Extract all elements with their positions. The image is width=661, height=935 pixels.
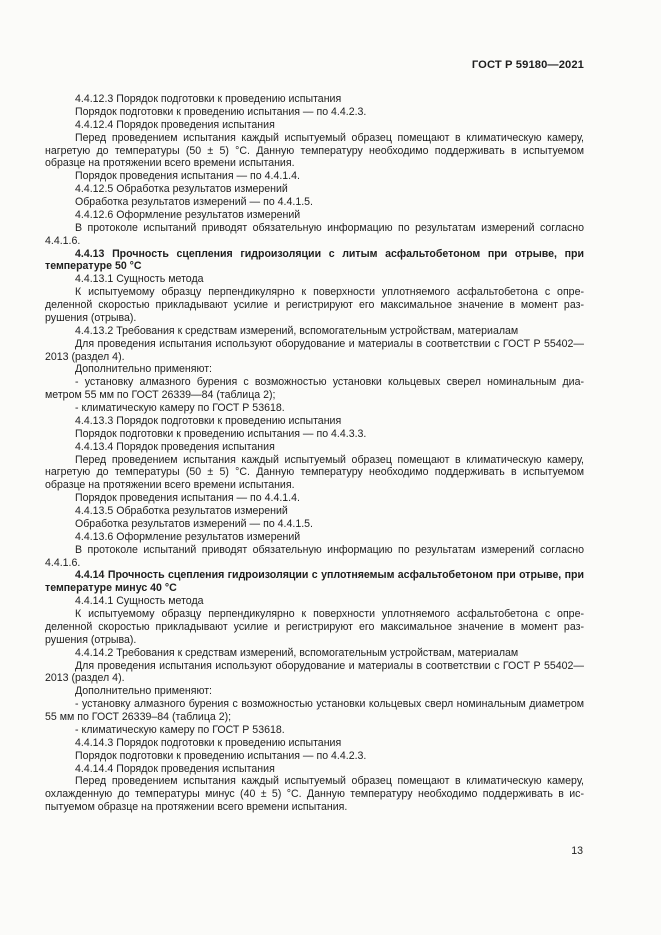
body-paragraph: 4.4.13.4 Порядок проведения испытания xyxy=(75,440,275,453)
body-paragraph: Дополнительно применяют: xyxy=(75,685,213,698)
standard-code-header: ГОСТ Р 59180—2021 xyxy=(471,59,584,71)
body-paragraph: В протоколе испытаний приводят обязательную информацию по результатам измерений согласно 4.4.1.6. xyxy=(45,221,584,247)
body-paragraph: - климатическую камеру по ГОСТ Р 53618. xyxy=(75,723,285,736)
body-paragraph: 4.4.13.5 Обработка результатов измерений xyxy=(75,505,288,517)
section-heading: 4.4.14 Прочность сцепления гидроизоляции с уплотняемым асфальтобетоном при отрыве, при температуре минус 40 °С xyxy=(45,569,584,595)
body-paragraph: Перед проведением испытания каждый испытуемый образец помещают в климатическую камеру, нагретую до температуры (50 ± 5) °С. Данную температуру необходимо поддерживать в испытуемом образце на протяжении всего времени испытания. xyxy=(45,131,584,170)
body-paragraph: - установку алмазного бурения с возможностью установки кольцевых сверел номинальным диаметром 55 мм по ГОСТ 26339—84 (таблица 2); xyxy=(45,376,584,402)
body-paragraph: 4.4.12.5 Обработка результатов измерений xyxy=(75,183,288,196)
body-paragraph: 4.4.14.3 Порядок подготовки к проведению испытания xyxy=(75,736,342,749)
body-paragraph: 4.4.12.4 Порядок проведения испытания xyxy=(75,118,275,131)
body-paragraph: Обработка результатов измерений — по 4.4.1.5. xyxy=(75,517,313,530)
body-paragraph: В протоколе испытаний приводят обязательную информацию по результатам измерений согласно 4.4.1.6. xyxy=(45,543,584,569)
body-paragraph: 4.4.13.1 Сущность метода xyxy=(75,273,204,286)
body-paragraph: К испытуемому образцу перпендикулярно к поверхности уплотняемого асфальтобетона с определенной скоростью прикладывают усилие и регистрируют его максимальное значение в момент разрушения (отрыва). xyxy=(45,286,584,324)
body-paragraph: 4.4.12.3 Порядок подготовки к проведению испытания xyxy=(75,93,342,105)
body-paragraph: 4.4.14.2 Требования к средствам измерений, вспомогательным устройствам, материалам xyxy=(75,646,519,659)
body-paragraph: Перед проведением испытания каждый испытуемый образец помещают в климатическую камеру, нагретую до температуры (50 ± 5) °С. Данную температуру необходимо поддерживать в испытуемом образце на протяжении всего времени испытания. xyxy=(45,453,584,492)
body-paragraph: 4.4.12.6 Оформление результатов измерений xyxy=(75,208,301,221)
body-paragraph: 4.4.13.6 Оформление результатов измерений xyxy=(75,530,301,543)
body-paragraph: Порядок проведения испытания — по 4.4.1.4. xyxy=(75,492,300,505)
body-paragraph: 4.4.14.1 Сущность метода xyxy=(75,595,204,608)
body-paragraph: Порядок подготовки к проведению испытания — по 4.4.3.3. xyxy=(75,427,367,440)
body-paragraph: Обработка результатов измерений — по 4.4.1.5. xyxy=(75,196,313,208)
body-paragraph: 4.4.13.3 Порядок подготовки к проведению испытания xyxy=(75,414,342,427)
body-paragraph: Дополнительно применяют: xyxy=(75,363,213,376)
body-paragraph: 4.4.13.2 Требования к средствам измерений, вспомогательным устройствам, материалам xyxy=(75,324,519,337)
body-paragraph: Порядок проведения испытания — по 4.4.1.4. xyxy=(75,170,300,183)
body-paragraph: 4.4.14.4 Порядок проведения испытания xyxy=(75,762,275,775)
body-paragraph: Для проведения испытания используют оборудование и материалы в соответствии с ГОСТ Р 55402—2013 (раздел 4). xyxy=(45,659,584,685)
body-paragraph: Перед проведением испытания каждый испытуемый образец помещают в климатическую камеру, охлажденную до температуры минус (40 ± 5) °С. Данную температуру необходимо поддерживать в испытуемом образце на протяжении всего времени испытания. xyxy=(45,775,584,814)
body-paragraph: - климатическую камеру по ГОСТ Р 53618. xyxy=(75,402,285,414)
body-paragraph: Порядок подготовки к проведению испытания — по 4.4.2.3. xyxy=(75,105,367,118)
body-paragraph: Порядок подготовки к проведению испытания — по 4.4.2.3. xyxy=(75,749,367,762)
body-paragraph: - установку алмазного бурения с возможностью установки кольцевых сверл номинальным диаметром 55 мм по ГОСТ 26339–84 (таблица 2); xyxy=(45,698,584,723)
body-paragraph: Для проведения испытания используют оборудование и материалы в соответствии с ГОСТ Р 55402—2013 (раздел 4). xyxy=(45,337,584,363)
page-number: 13 xyxy=(571,845,583,857)
section-heading: 4.4.13 Прочность сцепления гидроизоляции с литым асфальтобетоном при отрыве, при температуре 50 °С xyxy=(45,247,584,273)
body-paragraph: К испытуемому образцу перпендикулярно к поверхности уплотняемого асфальтобетона с определенной скоростью прикладывают усилие и регистрируют его максимальное значение в момент разрушения (отрыва). xyxy=(45,608,584,646)
document-body xyxy=(45,93,584,814)
